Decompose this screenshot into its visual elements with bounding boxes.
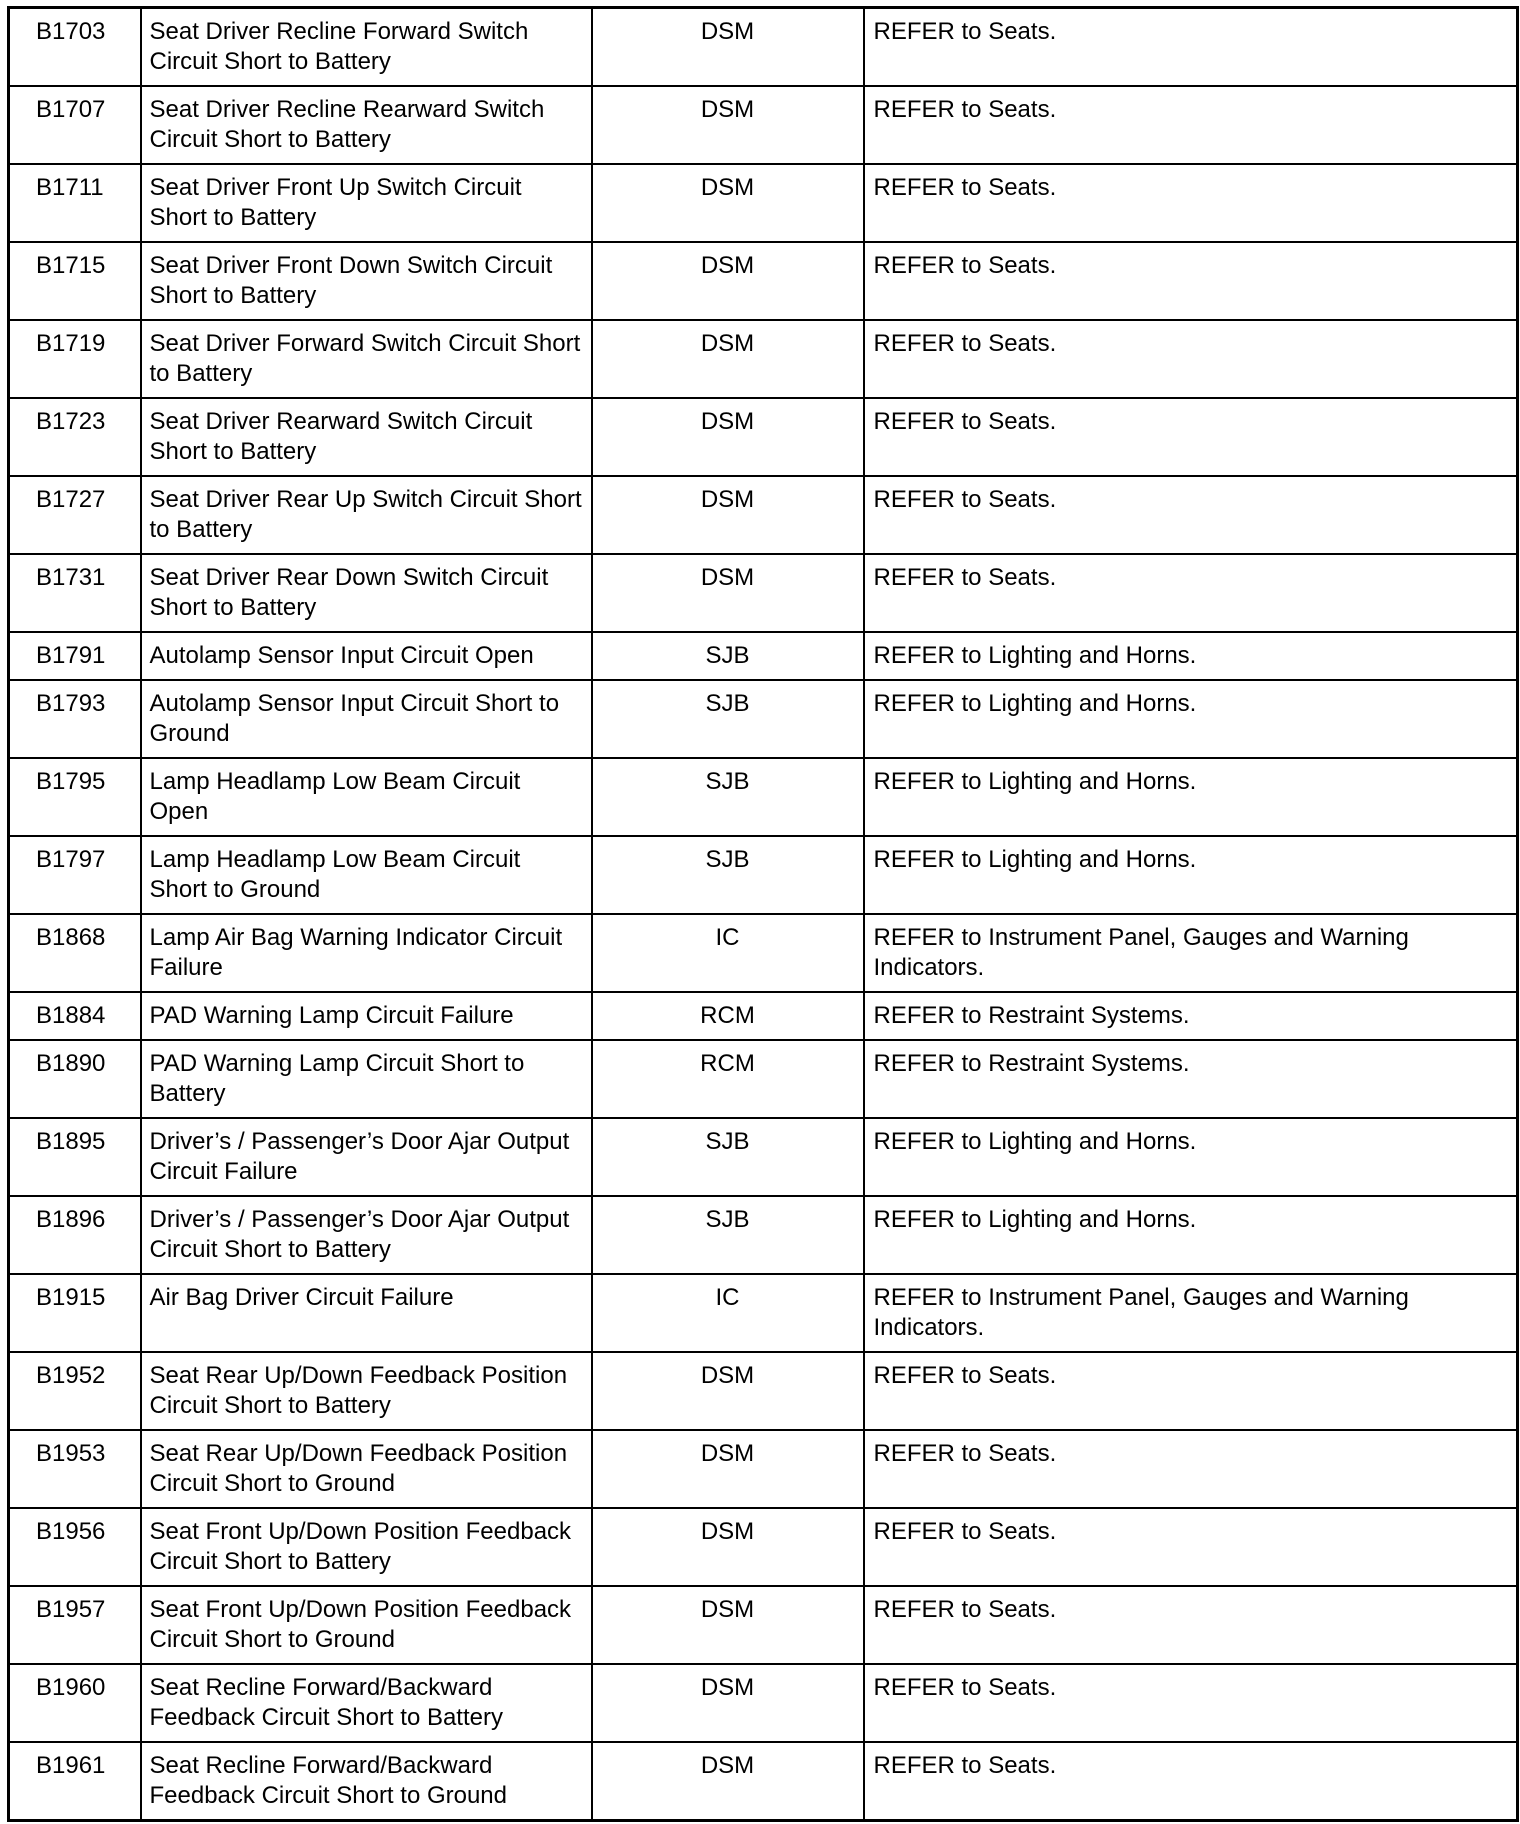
action-cell: REFER to Instrument Panel, Gauges and Warning Indicators. — [864, 1274, 1518, 1352]
dtc-code-cell: B1890 — [9, 1040, 141, 1118]
dtc-code-cell: B1956 — [9, 1508, 141, 1586]
table-row — [9, 1040, 1518, 1118]
dtc-table — [7, 6, 1519, 1822]
module-cell: DSM — [592, 320, 864, 398]
module-cell: IC — [592, 1274, 864, 1352]
action-cell: REFER to Restraint Systems. — [864, 1040, 1518, 1118]
description-cell: Seat Recline Forward/Backward Feedback Circuit Short to Battery — [141, 1664, 592, 1742]
action-cell: REFER to Seats. — [864, 1508, 1518, 1586]
table-row — [9, 632, 1518, 680]
table-row — [9, 1664, 1518, 1742]
description-cell: Seat Driver Front Up Switch Circuit Short to Battery — [141, 164, 592, 242]
table-row — [9, 164, 1518, 242]
module-cell: DSM — [592, 1508, 864, 1586]
dtc-code-cell: B1707 — [9, 86, 141, 164]
table-row — [9, 1274, 1518, 1352]
table-row — [9, 8, 1518, 87]
module-cell: SJB — [592, 632, 864, 680]
action-cell: REFER to Restraint Systems. — [864, 992, 1518, 1040]
dtc-code-cell: B1715 — [9, 242, 141, 320]
action-cell: REFER to Seats. — [864, 86, 1518, 164]
action-cell: REFER to Lighting and Horns. — [864, 758, 1518, 836]
table-row — [9, 836, 1518, 914]
action-cell: REFER to Seats. — [864, 1586, 1518, 1664]
description-cell: PAD Warning Lamp Circuit Failure — [141, 992, 592, 1040]
table-row — [9, 320, 1518, 398]
description-cell: Seat Rear Up/Down Feedback Position Circuit Short to Ground — [141, 1430, 592, 1508]
dtc-code-cell: B1896 — [9, 1196, 141, 1274]
description-cell: Air Bag Driver Circuit Failure — [141, 1274, 592, 1352]
action-cell: REFER to Instrument Panel, Gauges and Warning Indicators. — [864, 914, 1518, 992]
dtc-code-cell: B1961 — [9, 1742, 141, 1821]
description-cell: Lamp Headlamp Low Beam Circuit Open — [141, 758, 592, 836]
dtc-code-cell: B1719 — [9, 320, 141, 398]
table-row — [9, 758, 1518, 836]
table-row — [9, 1742, 1518, 1821]
module-cell: DSM — [592, 8, 864, 87]
dtc-code-cell: B1711 — [9, 164, 141, 242]
module-cell: SJB — [592, 836, 864, 914]
table-row — [9, 554, 1518, 632]
description-cell: Seat Front Up/Down Position Feedback Circuit Short to Battery — [141, 1508, 592, 1586]
action-cell: REFER to Seats. — [864, 320, 1518, 398]
module-cell: DSM — [592, 1664, 864, 1742]
action-cell: REFER to Seats. — [864, 1664, 1518, 1742]
module-cell: DSM — [592, 86, 864, 164]
action-cell: REFER to Seats. — [864, 398, 1518, 476]
description-cell: Seat Rear Up/Down Feedback Position Circuit Short to Battery — [141, 1352, 592, 1430]
table-row — [9, 992, 1518, 1040]
module-cell: RCM — [592, 992, 864, 1040]
table-row — [9, 680, 1518, 758]
dtc-code-cell: B1793 — [9, 680, 141, 758]
description-cell: Driver’s / Passenger’s Door Ajar Output Circuit Short to Battery — [141, 1196, 592, 1274]
description-cell: Driver’s / Passenger’s Door Ajar Output Circuit Failure — [141, 1118, 592, 1196]
module-cell: SJB — [592, 1118, 864, 1196]
dtc-code-cell: B1895 — [9, 1118, 141, 1196]
description-cell: PAD Warning Lamp Circuit Short to Battery — [141, 1040, 592, 1118]
module-cell: IC — [592, 914, 864, 992]
description-cell: Autolamp Sensor Input Circuit Short to Ground — [141, 680, 592, 758]
description-cell: Seat Driver Rearward Switch Circuit Short to Battery — [141, 398, 592, 476]
description-cell: Seat Driver Rear Down Switch Circuit Short to Battery — [141, 554, 592, 632]
module-cell: SJB — [592, 758, 864, 836]
dtc-code-cell: B1960 — [9, 1664, 141, 1742]
action-cell: REFER to Seats. — [864, 242, 1518, 320]
description-cell: Seat Driver Recline Forward Switch Circuit Short to Battery — [141, 8, 592, 87]
table-row — [9, 1586, 1518, 1664]
dtc-code-cell: B1703 — [9, 8, 141, 87]
module-cell: SJB — [592, 680, 864, 758]
description-cell: Autolamp Sensor Input Circuit Open — [141, 632, 592, 680]
dtc-code-cell: B1727 — [9, 476, 141, 554]
action-cell: REFER to Lighting and Horns. — [864, 1196, 1518, 1274]
action-cell: REFER to Lighting and Horns. — [864, 680, 1518, 758]
table-row — [9, 398, 1518, 476]
table-row — [9, 1430, 1518, 1508]
module-cell: DSM — [592, 554, 864, 632]
table-row — [9, 1196, 1518, 1274]
dtc-code-cell: B1795 — [9, 758, 141, 836]
action-cell: REFER to Lighting and Horns. — [864, 836, 1518, 914]
description-cell: Seat Driver Forward Switch Circuit Short to Battery — [141, 320, 592, 398]
module-cell: DSM — [592, 398, 864, 476]
module-cell: SJB — [592, 1196, 864, 1274]
module-cell: DSM — [592, 242, 864, 320]
action-cell: REFER to Seats. — [864, 1430, 1518, 1508]
table-row — [9, 1118, 1518, 1196]
description-cell: Seat Front Up/Down Position Feedback Circuit Short to Ground — [141, 1586, 592, 1664]
action-cell: REFER to Seats. — [864, 1352, 1518, 1430]
module-cell: RCM — [592, 1040, 864, 1118]
description-cell: Lamp Headlamp Low Beam Circuit Short to Ground — [141, 836, 592, 914]
description-cell: Seat Driver Rear Up Switch Circuit Short to Battery — [141, 476, 592, 554]
dtc-code-cell: B1884 — [9, 992, 141, 1040]
description-cell: Lamp Air Bag Warning Indicator Circuit Failure — [141, 914, 592, 992]
action-cell: REFER to Seats. — [864, 554, 1518, 632]
module-cell: DSM — [592, 1352, 864, 1430]
dtc-code-cell: B1915 — [9, 1274, 141, 1352]
description-cell: Seat Recline Forward/Backward Feedback Circuit Short to Ground — [141, 1742, 592, 1821]
module-cell: DSM — [592, 164, 864, 242]
action-cell: REFER to Seats. — [864, 1742, 1518, 1821]
dtc-code-cell: B1952 — [9, 1352, 141, 1430]
table-row — [9, 914, 1518, 992]
description-cell: Seat Driver Recline Rearward Switch Circuit Short to Battery — [141, 86, 592, 164]
module-cell: DSM — [592, 1430, 864, 1508]
dtc-code-cell: B1797 — [9, 836, 141, 914]
action-cell: REFER to Seats. — [864, 8, 1518, 87]
table-row — [9, 1508, 1518, 1586]
description-cell: Seat Driver Front Down Switch Circuit Short to Battery — [141, 242, 592, 320]
action-cell: REFER to Seats. — [864, 476, 1518, 554]
dtc-code-cell: B1868 — [9, 914, 141, 992]
action-cell: REFER to Seats. — [864, 164, 1518, 242]
dtc-code-cell: B1723 — [9, 398, 141, 476]
dtc-code-cell: B1957 — [9, 1586, 141, 1664]
dtc-code-cell: B1953 — [9, 1430, 141, 1508]
action-cell: REFER to Lighting and Horns. — [864, 632, 1518, 680]
table-row — [9, 86, 1518, 164]
module-cell: DSM — [592, 1586, 864, 1664]
module-cell: DSM — [592, 1742, 864, 1821]
dtc-code-cell: B1791 — [9, 632, 141, 680]
dtc-code-cell: B1731 — [9, 554, 141, 632]
module-cell: DSM — [592, 476, 864, 554]
action-cell: REFER to Lighting and Horns. — [864, 1118, 1518, 1196]
table-row — [9, 476, 1518, 554]
table-row — [9, 1352, 1518, 1430]
table-row — [9, 242, 1518, 320]
